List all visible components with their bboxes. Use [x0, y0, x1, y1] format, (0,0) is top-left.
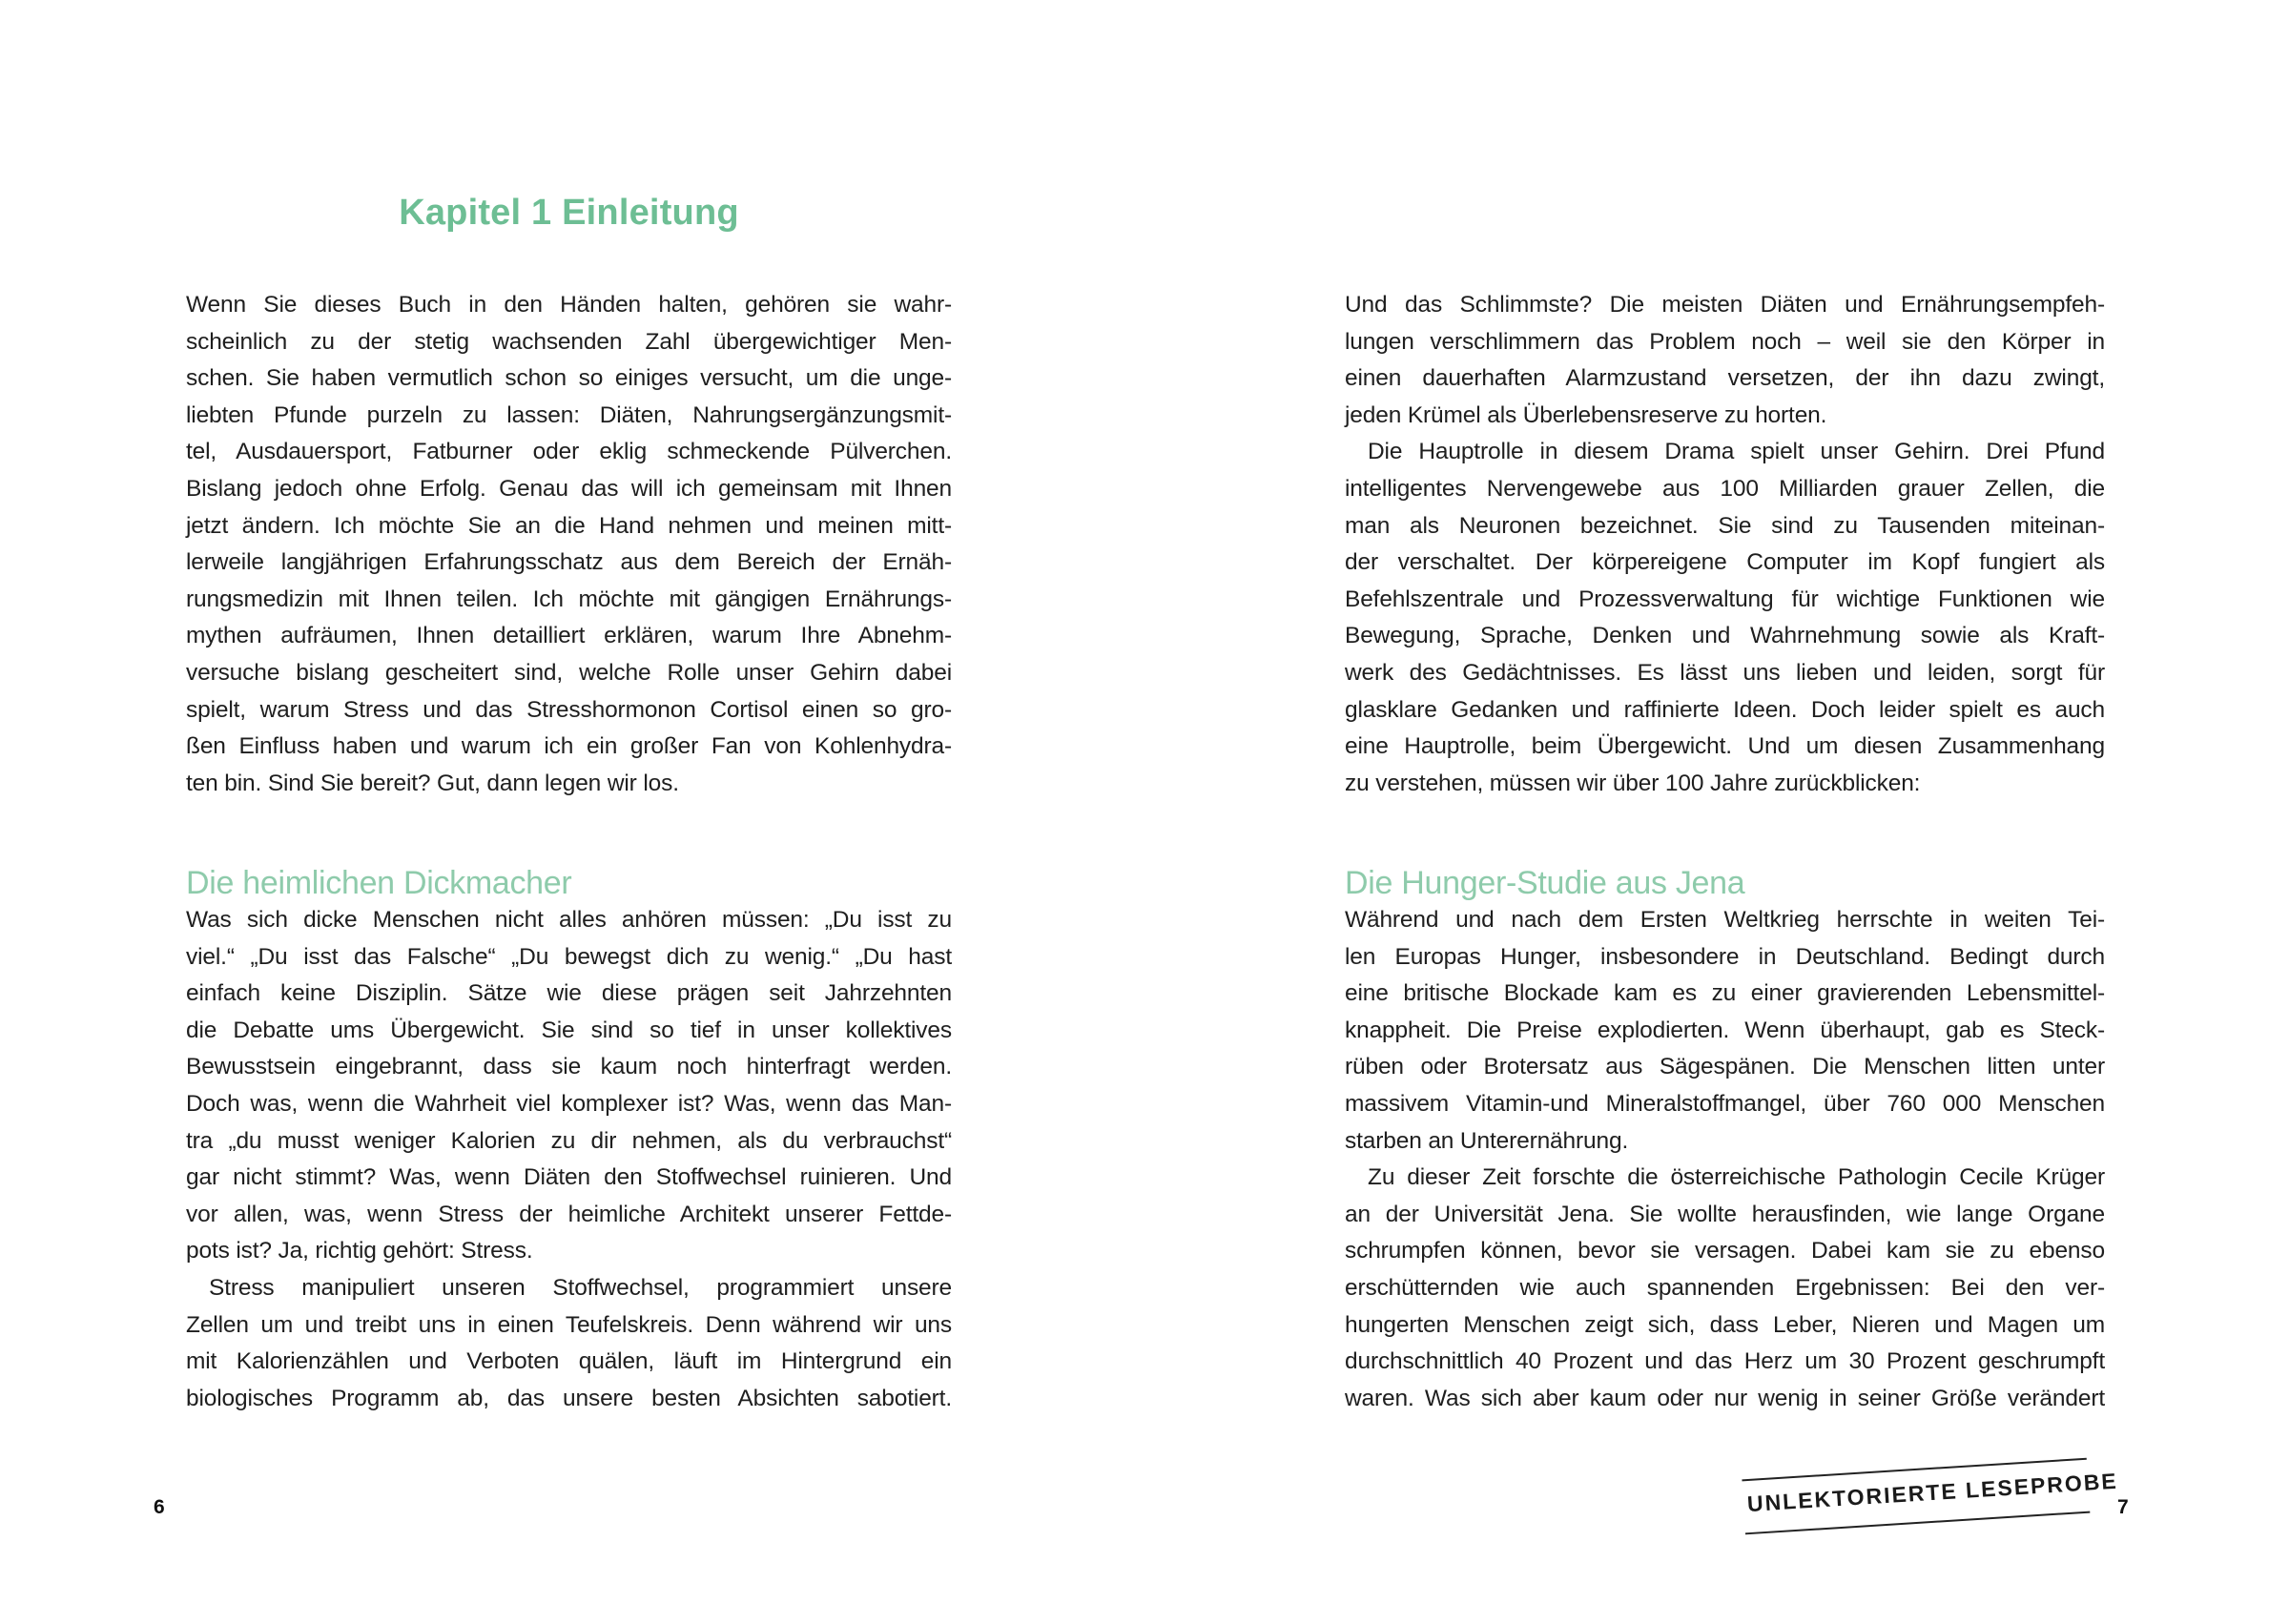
text-line: einen dauerhaften Alarmzustand versetzen, der ihn dazu zwingt, [1345, 365, 2105, 392]
text-line: Während und nach dem Ersten Weltkrieg herrschte in weiten Tei- [1345, 907, 2105, 933]
text-line: mit Kalorienzählen und Verboten quälen, läuft im Hintergrund ein [186, 1348, 952, 1375]
right-column-intro [1345, 287, 2105, 802]
left-page [0, 0, 1144, 1624]
text-line: Bislang jedoch ohne Erfolg. Genau das will ich gemeinsam mit Ihnen [186, 475, 952, 502]
text-line: erschütternden wie auch spannenden Ergebnissen: Bei den ver- [1345, 1274, 2105, 1301]
section-paragraph [186, 1270, 952, 1417]
text-line: an der Universität Jena. Sie wollte herausfinden, wie lange Organe [1345, 1201, 2105, 1227]
text-line: glasklare Gedanken und raffinierte Ideen. Doch leider spielt es auch [1345, 696, 2105, 723]
text-line: schen. Sie haben vermutlich schon so einiges versucht, um die unge- [186, 365, 952, 392]
section-heading: Die Hunger-Studie aus Jena [1345, 865, 1745, 901]
unedited-sample-stamp [1742, 1454, 2119, 1543]
text-line: rüben oder Brotersatz aus Sägespänen. Die Menschen litten unter [1345, 1054, 2105, 1080]
text-line: massivem Vitamin-und Mineralstoffmangel, über 760 000 Menschen [1345, 1090, 2105, 1117]
text-line: versuche bislang gescheitert sind, welche Rolle unser Gehirn dabei [186, 659, 952, 686]
text-line: liebten Pfunde purzeln zu lassen: Diäten, Nahrungsergänzungsmit- [186, 401, 952, 428]
section-paragraph [1345, 902, 2105, 1160]
text-line: Wenn Sie dieses Buch in den Händen halten, gehören sie wahr- [186, 292, 952, 318]
text-line: intelligentes Nervengewebe aus 100 Milliarden grauer Zellen, die [1345, 475, 2105, 502]
text-line: Stress manipuliert unseren Stoffwechsel, programmiert unsere [209, 1274, 952, 1301]
text-line: tel, Ausdauersport, Fatburner oder eklig schmeckende Pülverchen. [186, 439, 952, 465]
section-paragraph [186, 902, 952, 1270]
text-line: der verschaltet. Der körpereigene Computer im Kopf fungiert als [1345, 549, 2105, 576]
text-line: werk des Gedächtnisses. Es lässt uns lieben und leiden, sorgt für [1345, 659, 2105, 686]
text-line: starben an Unterernährung. [1345, 1127, 1629, 1154]
right-column-section [1345, 862, 2105, 1417]
text-line: man als Neuronen bezeichnet. Sie sind zu Tausenden miteinan- [1345, 512, 2105, 539]
text-line: len Europas Hunger, insbesondere in Deutschland. Bedingt durch [1345, 943, 2105, 970]
text-line: einfach keine Disziplin. Sätze wie diese prägen seit Jahrzehnten [186, 980, 952, 1007]
text-line: pots ist? Ja, richtig gehört: Stress. [186, 1238, 533, 1264]
text-line: gar nicht stimmt? Was, wenn Diäten den Stoffwechsel ruinieren. Und [186, 1164, 952, 1191]
stamp-label: UNLEKTORIERTE LESEPROBE [1746, 1468, 2119, 1517]
text-line: die Debatte ums Übergewicht. Sie sind so tief in unser kollektives [186, 1017, 952, 1043]
text-line: lerweile langjährigen Erfahrungsschatz aus dem Bereich der Ernäh- [186, 549, 952, 576]
text-line: zu verstehen, müssen wir über 100 Jahre zurückblicken: [1345, 770, 1921, 796]
text-line: Was sich dicke Menschen nicht alles anhören müssen: „Du isst zu [186, 907, 952, 933]
text-line: lungen verschlimmern das Problem noch – weil sie den Körper in [1345, 328, 2105, 355]
text-line: Und das Schlimmste? Die meisten Diäten und Ernährungsempfeh- [1345, 292, 2105, 318]
text-line: Bewusstsein eingebrannt, dass sie kaum noch hinterfragt werden. [186, 1054, 952, 1080]
text-line: biologisches Programm ab, das unsere besten Absichten sabotiert. [186, 1385, 952, 1411]
section-heading: Die heimlichen Dickmacher [186, 865, 572, 901]
text-line: eine Hauptrolle, beim Übergewicht. Und um diesen Zusammenhang [1345, 733, 2105, 760]
text-line: eine britische Blockade kam es zu einer gravierenden Lebensmittel- [1345, 980, 2105, 1007]
left-column-section [186, 862, 952, 1417]
text-line: jeden Krümel als Überlebensreserve zu horten. [1345, 401, 1827, 428]
text-line: ßen Einfluss haben und warum ich ein großer Fan von Kohlenhydra- [186, 733, 952, 760]
text-line: scheinlich zu der stetig wachsenden Zahl übergewichtiger Men- [186, 328, 952, 355]
text-line: Doch was, wenn die Wahrheit viel komplexer ist? Was, wenn das Man- [186, 1090, 952, 1117]
text-line: mythen aufräumen, Ihnen detailliert erklären, warum Ihre Abnehm- [186, 623, 952, 649]
text-line: hungerten Menschen zeigt sich, dass Leber, Nieren und Magen um [1345, 1311, 2105, 1338]
text-line: waren. Was sich aber kaum oder nur wenig in seiner Größe verändert [1345, 1385, 2105, 1411]
stamp-rule-bottom [1745, 1511, 2090, 1535]
text-line: jetzt ändern. Ich möchte Sie an die Hand nehmen und meinen mitt- [186, 512, 952, 539]
body-paragraph [1345, 434, 2105, 802]
intro-paragraph [186, 287, 952, 802]
section-paragraph [1345, 1160, 2105, 1417]
text-line: viel.“ „Du isst das Falsche“ „Du bewegst dich zu wenig.“ „Du hast [186, 943, 952, 970]
text-line: ten bin. Sind Sie bereit? Gut, dann legen wir los. [186, 770, 679, 796]
left-column-intro [186, 287, 952, 802]
text-line: durchschnittlich 40 Prozent und das Herz um 30 Prozent geschrumpft [1345, 1348, 2105, 1375]
text-line: Zu dieser Zeit forschte die österreichische Pathologin Cecile Krüger [1368, 1164, 2105, 1191]
page-number: 7 [2117, 1496, 2129, 1518]
text-line: vor allen, was, wenn Stress der heimliche Architekt unserer Fettde- [186, 1201, 952, 1227]
text-line: schrumpfen können, bevor sie versagen. Dabei kam sie zu ebenso [1345, 1238, 2105, 1264]
text-line: spielt, warum Stress und das Stresshormonon Cortisol einen so gro- [186, 696, 952, 723]
page-number: 6 [154, 1496, 165, 1518]
text-line: Befehlszentrale und Prozessverwaltung für wichtige Funktionen wie [1345, 586, 2105, 612]
right-page [1144, 0, 2289, 1624]
text-line: Die Hauptrolle in diesem Drama spielt unser Gehirn. Drei Pfund [1368, 439, 2105, 465]
text-line: tra „du musst weniger Kalorien zu dir nehmen, als du verbrauchst“ [186, 1127, 952, 1154]
body-paragraph [1345, 287, 2105, 434]
text-line: Zellen um und treibt uns in einen Teufelskreis. Denn während wir uns [186, 1311, 952, 1338]
chapter-title: Kapitel 1 Einleitung [399, 193, 739, 233]
text-line: rungsmedizin mit Ihnen teilen. Ich möchte mit gängigen Ernährungs- [186, 586, 952, 612]
text-line: Bewegung, Sprache, Denken und Wahrnehmung sowie als Kraft- [1345, 623, 2105, 649]
text-line: knappheit. Die Preise explodierten. Wenn überhaupt, gab es Steck- [1345, 1017, 2105, 1043]
